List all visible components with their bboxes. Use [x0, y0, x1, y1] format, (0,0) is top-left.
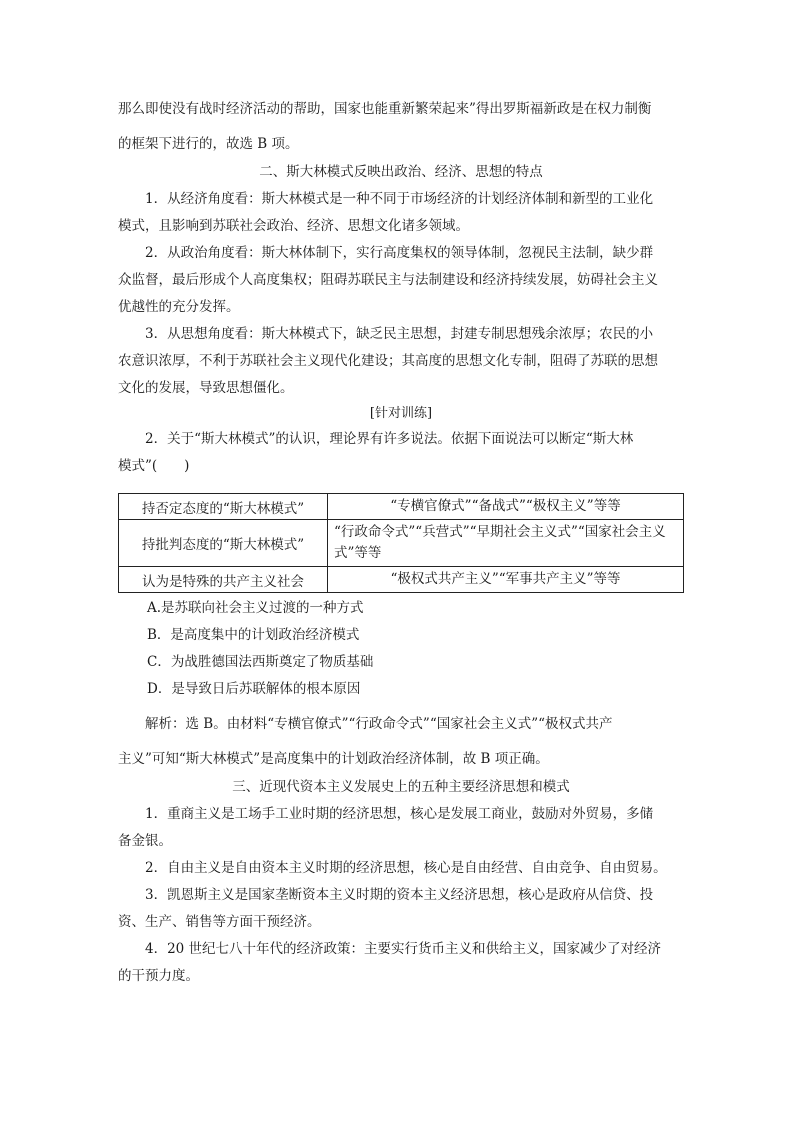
table-cell-key: 持否定态度的“斯大林模式”	[119, 494, 328, 520]
table-row	[119, 494, 684, 520]
option-a: A.是苏联向社会主义过渡的一种方式	[147, 600, 364, 616]
s2-p2-line-3: 优越性的充分发挥。	[118, 299, 240, 315]
table-cell-key: 认为是特殊的共产主义社会	[119, 567, 328, 593]
s2-p3-line-3: 文化的发展，导致思想僵化。	[118, 380, 294, 396]
table-cell-value: “行政命令式”“兵营式”“早期社会主义式”“国家社会主义式”等等	[328, 520, 684, 567]
analysis-line-1: 解析：选 B。由材料“专横官僚式”“行政命令式”“国家社会主义式”“极权式共产	[145, 716, 613, 732]
s3-p2-line-1: 2．自由主义是自由资本主义时期的经济思想，核心是自由经营、自由竞争、自由贸易。	[145, 860, 667, 876]
table-row	[119, 520, 684, 567]
document-page	[118, 96, 684, 990]
question-line-1: 2．关于“斯大林模式”的认识，理论界有许多说法。依据下面说法可以断定“斯大林	[145, 431, 634, 447]
table-cell-value: “极权式共产主义”“军事共产主义”等等	[328, 567, 684, 593]
s2-p1-line-2: 模式，且影响到苏联社会政治、经济、思想文化诸多领域。	[118, 218, 469, 234]
s3-p3-line-2: 资、生产、销售等方面干预经济。	[118, 914, 321, 930]
table-row	[119, 567, 684, 593]
s2-p1-line-1: 1．从经济角度看：斯大林模式是一种不同于市场经济的计划经济体制和新型的工业化	[145, 191, 654, 207]
analysis-line-2: 主义”可知“斯大林模式”是高度集中的计划政治经济体制，故 B 项正确。	[118, 751, 549, 767]
s3-p4-line-2: 的干预力度。	[118, 968, 199, 984]
intro-line-2: 的框架下进行的，故选 B 项。	[118, 136, 299, 152]
s3-p4-line-1: 4．20 世纪七八十年代的经济政策：主要实行货币主义和供给主义，国家减少了对经济	[145, 941, 662, 957]
table-cell-key: 持批判态度的“斯大林模式”	[119, 520, 328, 567]
option-c: C．为战胜德国法西斯奠定了物质基础	[147, 654, 374, 670]
section-3-title: 三、近现代资本主义发展史上的五种主要经济思想和模式	[232, 779, 570, 795]
viewpoint-table	[118, 493, 684, 593]
section-2-title: 二、斯大林模式反映出政治、经济、思想的特点	[259, 164, 543, 180]
option-b: B．是高度集中的计划政治经济模式	[147, 627, 360, 643]
question-line-2: 模式”( )	[118, 458, 190, 474]
s3-p3-line-1: 3．凯恩斯主义是国家垄断资本主义时期的资本主义经济思想，核心是政府从信贷、投	[145, 887, 654, 903]
s2-p2-line-2: 众监督，最后形成个人高度集权；阻碍苏联民主与法制建设和经济持续发展，妨碍社会主义	[118, 272, 658, 288]
training-label: [针对训练]	[369, 406, 433, 421]
s2-p3-line-1: 3．从思想角度看：斯大林模式下，缺乏民主思想，封建专制思想残余浓厚；农民的小	[145, 326, 654, 342]
s3-p1-line-2: 备金银。	[118, 833, 172, 849]
intro-line-1: 那么即使没有战时经济活动的帮助，国家也能重新繁荣起来”得出罗斯福新政是在权力制衡	[118, 101, 652, 117]
option-d: D．是导致日后苏联解体的根本原因	[147, 681, 361, 697]
s2-p3-line-2: 农意识浓厚，不利于苏联社会主义现代化建设；其高度的思想文化专制，阻碍了苏联的思想	[118, 353, 658, 369]
s2-p2-line-1: 2．从政治角度看：斯大林体制下，实行高度集权的领导体制，忽视民主法制，缺少群	[145, 245, 654, 261]
table-cell-value: “专横官僚式”“备战式”“极权主义”等等	[328, 494, 684, 520]
s3-p1-line-1: 1．重商主义是工场手工业时期的经济思想，核心是发展工商业，鼓励对外贸易，多储	[145, 806, 654, 822]
